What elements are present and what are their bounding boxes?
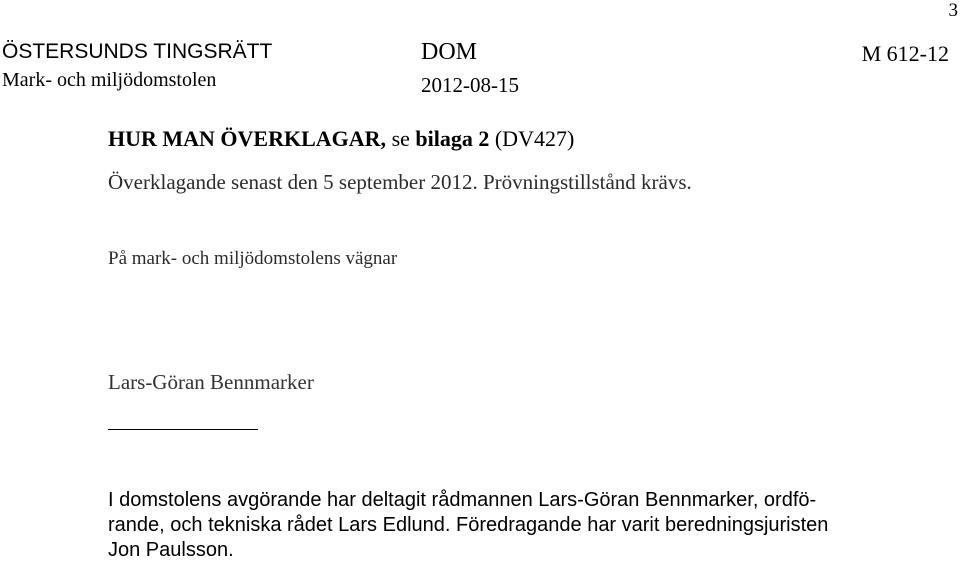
appeal-heading-attachment: bilaga 2 (415, 126, 490, 151)
document-date: 2012-08-15 (421, 73, 519, 97)
appeal-heading (108, 126, 574, 152)
appeal-heading-form: (DV427) (489, 126, 575, 151)
appeal-deadline: Överklagande senast den 5 september 2012. Prövningstillstånd krävs. (108, 170, 692, 194)
composition-line: rande, och tekniska rådet Lars Edlund. Föredragande har varit beredningsjuristen (108, 514, 829, 536)
on-behalf-of-court: På mark- och miljödomstolens vägnar (108, 248, 398, 269)
signature-line (108, 429, 258, 430)
document-type: DOM (421, 39, 478, 65)
page-number: 3 (948, 0, 958, 21)
composition-line: I domstolens avgörande har deltagit rådmannen Lars-Göran Bennmarker, ordfö- (108, 489, 817, 511)
court-name: ÖSTERSUNDS TINGSRÄTT (2, 40, 273, 63)
court-department: Mark- och miljödomstolen (2, 69, 217, 91)
court-composition (108, 488, 908, 563)
appeal-heading-se: se (386, 126, 416, 151)
appeal-heading-title: HUR MAN ÖVERKLAGAR, (108, 126, 387, 151)
composition-line: Jon Paulsson. (108, 539, 234, 561)
case-number: M 612-12 (861, 41, 949, 66)
signer-name: Lars-Göran Bennmarker (108, 370, 314, 394)
